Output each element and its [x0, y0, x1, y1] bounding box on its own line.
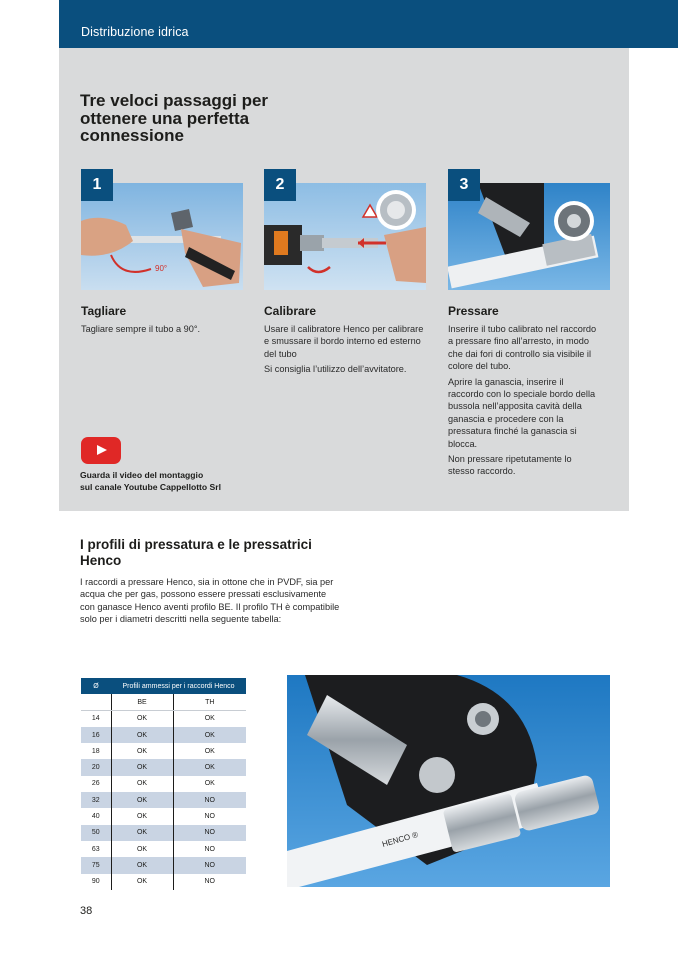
- table-subheader-row: [81, 694, 246, 710]
- be-cell: OK: [111, 776, 173, 792]
- th-header: TH: [173, 694, 246, 710]
- henco-brand-text: HENCO ®: [381, 830, 420, 849]
- table-row: [81, 792, 246, 808]
- diameter-cell: 26: [91, 780, 100, 788]
- table-row: [81, 857, 246, 873]
- table-row: [81, 711, 246, 727]
- th-cell: NO: [173, 874, 246, 890]
- diameter-header: Ø: [81, 678, 111, 694]
- table-row: [81, 743, 246, 759]
- page-number: 38: [80, 905, 93, 917]
- press-tool-photo: [287, 675, 610, 887]
- be-cell: OK: [111, 808, 173, 824]
- diameter-cell: 40: [91, 813, 100, 821]
- youtube-caption-line: Guarda il video del montaggio: [80, 470, 204, 480]
- diameter-cell: 75: [81, 857, 111, 873]
- th-cell: OK: [173, 727, 246, 743]
- step-1-title: Tagliare: [81, 304, 127, 318]
- th-cell: NO: [173, 841, 246, 857]
- th-cell: NO: [173, 857, 246, 873]
- intro-title: Tre veloci passaggi per ottenere una perfetta connessione: [80, 91, 269, 145]
- be-cell: OK: [111, 792, 173, 808]
- step-2-paragraph: Si consiglia l’utilizzo dell’avvitatore.: [264, 364, 407, 375]
- th-cell: NO: [173, 792, 246, 808]
- profiles-header: Profili ammessi per i raccordi Henco: [111, 678, 246, 694]
- be-cell: OK: [111, 825, 173, 841]
- step-1-paragraph: Tagliare sempre il tubo a 90°.: [81, 324, 201, 334]
- th-cell: OK: [173, 711, 246, 727]
- step-3-paragraph: Inserire il tubo calibrato nel raccordo a pressare fino all’arresto, in modo che dai fori di controllo sia visibile il colore del tubo.: [448, 324, 597, 372]
- step-2-paragraph: Usare il calibratore Henco per calibrare e smussare il bordo interno ed esterno del tubo: [264, 324, 424, 359]
- diameter-cell: 63: [91, 845, 100, 853]
- th-cell: OK: [173, 776, 246, 792]
- be-cell: OK: [111, 727, 173, 743]
- th-cell: NO: [173, 808, 246, 824]
- youtube-caption-line: sul canale Youtube Cappellotto Srl: [80, 482, 222, 492]
- th-cell: OK: [173, 759, 246, 775]
- youtube-caption[interactable]: [80, 469, 280, 493]
- page-header: [59, 0, 678, 48]
- profiles-body: I raccordi a pressare Henco, sia in ottone che in PVDF, sia per acqua che per gas, possono essere pressati esclusivamente con ganasce Henco aventi profilo BE. Il profilo TH è compatibile solo per i diametri descritti nella seguente tabella:: [80, 577, 340, 625]
- step-1-text: [81, 323, 246, 338]
- section-title: Distribuzione idrica: [81, 25, 189, 39]
- be-cell: OK: [111, 874, 173, 890]
- th-cell: NO: [173, 825, 246, 841]
- step-3-title: Pressare: [448, 304, 499, 318]
- step-3-paragraph: Aprire la ganascia, inserire il raccordo con lo speciale bordo della bussola nell’apposita cavità della ganascia e procedere con la pressatura finché la ganascia si blocca.: [448, 376, 596, 449]
- step-2-number: 2: [264, 169, 296, 201]
- th-cell: OK: [173, 743, 246, 759]
- table-row: [81, 825, 246, 841]
- be-header: BE: [111, 694, 173, 710]
- diameter-cell: 16: [81, 727, 111, 743]
- table-row: [81, 874, 246, 890]
- youtube-play-icon[interactable]: [81, 437, 121, 464]
- diameter-cell: 90: [91, 878, 100, 886]
- be-cell: OK: [111, 857, 173, 873]
- table-row: [81, 808, 246, 824]
- profiles-title: I profili di pressatura e le pressatrici Henco: [80, 537, 312, 568]
- be-cell: OK: [111, 841, 173, 857]
- be-cell: OK: [111, 743, 173, 759]
- step-3-text: [448, 323, 598, 481]
- table-row: [81, 841, 246, 857]
- table-row: [81, 759, 246, 775]
- step-2-text: [264, 323, 429, 379]
- step-2-title: Calibrare: [264, 304, 317, 318]
- diameter-cell: 14: [91, 715, 100, 723]
- profiles-table: [81, 678, 246, 890]
- table-row: [81, 776, 246, 792]
- angle-label: 90°: [155, 264, 168, 273]
- diameter-cell: 50: [81, 825, 111, 841]
- diameter-cell: 32: [81, 792, 111, 808]
- be-cell: OK: [111, 759, 173, 775]
- diameter-cell: 20: [81, 759, 111, 775]
- step-1-number: 1: [81, 169, 113, 201]
- table-header-row: [81, 678, 246, 694]
- be-cell: OK: [111, 711, 173, 727]
- step-3-paragraph: Non pressare ripetutamente lo stesso raccordo.: [448, 454, 572, 477]
- blank-header-cell: [81, 694, 111, 710]
- step-3-number: 3: [448, 169, 480, 201]
- table-row: [81, 727, 246, 743]
- press-jaw-illustration: [287, 675, 610, 887]
- diameter-cell: 18: [91, 747, 100, 755]
